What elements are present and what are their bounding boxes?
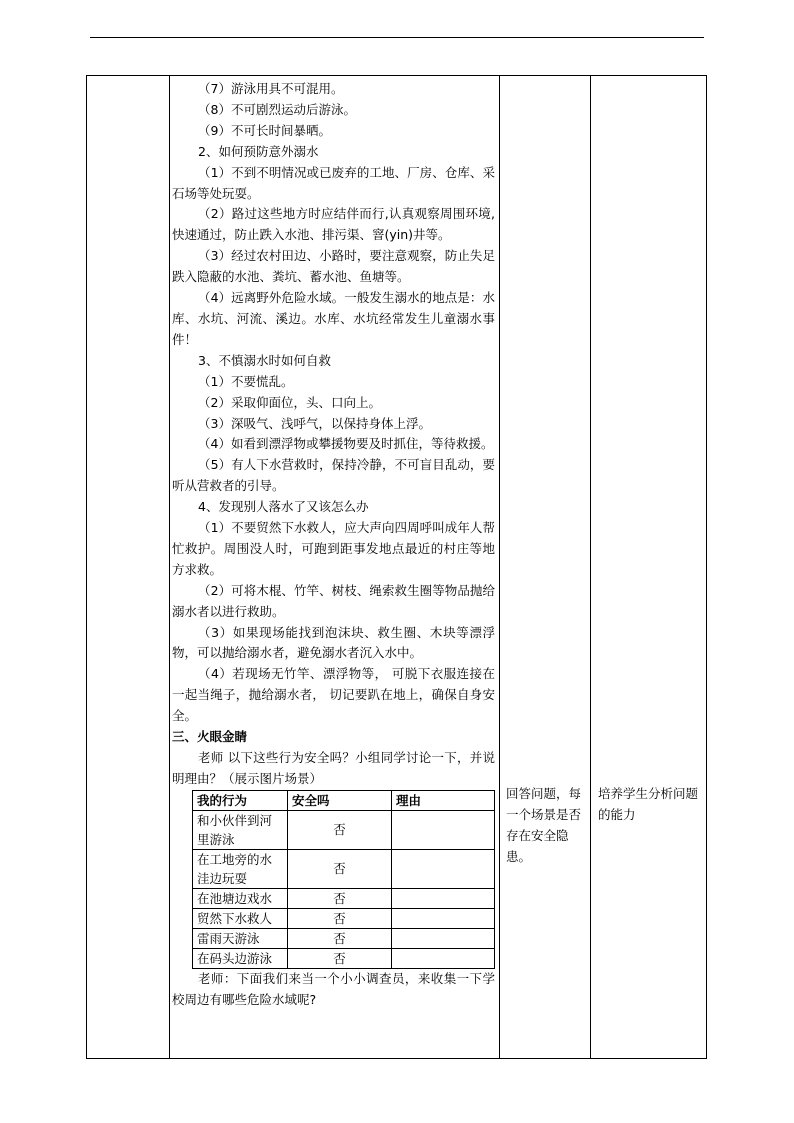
behavior-table-header <box>193 790 495 810</box>
behavior-table <box>192 790 495 969</box>
behavior-cell: 和小伙伴到河里游泳 <box>193 810 288 849</box>
safe-cell: 否 <box>288 849 392 888</box>
content-paragraph: （1）不要慌乱。 <box>198 373 294 389</box>
content-paragraph: （1）不要贸然下水救人，应大声向四周呼叫成年人帮忙救护。周围没人时，可跑到距事发地点最近的村庄等地方求救。 <box>172 520 495 577</box>
section-heading: 三、火眼金睛 <box>172 729 248 745</box>
behavior-cell: 在工地旁的水洼边玩耍 <box>193 849 288 888</box>
header-behavior: 我的行为 <box>193 790 288 810</box>
content-paragraph: （4）若现场无竹竿、漂浮物等， 可脱下衣服连接在一起当绳子，抛给溺水者， 切记要趴在地上，确保自身安全。 <box>172 666 495 724</box>
column-divider <box>169 76 170 1058</box>
safe-cell: 否 <box>288 810 392 849</box>
table-row <box>193 810 495 849</box>
content-paragraph: （9）不可长时间暴晒。 <box>198 122 331 138</box>
column-divider <box>499 76 500 1058</box>
safe-cell: 否 <box>288 888 392 908</box>
content-paragraph: （7）游泳用具不可混用。 <box>198 81 344 96</box>
reason-cell <box>392 849 495 888</box>
content-paragraph: （2）可将木棍、竹竿、树枝、绳索救生圈等物品抛给溺水者以进行救助。 <box>172 582 495 619</box>
content-paragraph: 3、不慎溺水时如何自救 <box>198 352 331 368</box>
behavior-cell: 贸然下水救人 <box>193 908 288 928</box>
content-paragraph: （4）如看到漂浮物或攀援物要及时抓住，等待救援。 <box>198 436 494 452</box>
content-paragraph: 老师 以下这些行为安全吗？小组同学讨论一下，并说明理由？（展示图片场景） <box>172 750 495 786</box>
design-intent: 培养学生分析问题的能力 <box>598 786 699 822</box>
table-row <box>193 908 495 928</box>
content-paragraph: （5）有人下水营救时，保持冷静，不可盲目乱动，要听从营救者的引导。 <box>172 457 495 494</box>
content-paragraph: （8）不可剧烈运动后游泳。 <box>198 101 356 117</box>
content-paragraph: （4）远离野外危险水域。一般发生溺水的地点是：水库、水坑、河流、溪边。水库、水坑经常发生儿童溺水事件！ <box>172 290 495 347</box>
content-paragraph: （2）采取仰面位，头、口向上。 <box>198 394 381 410</box>
table-row <box>193 928 495 948</box>
content-paragraphs <box>172 79 495 790</box>
reason-cell <box>392 810 495 849</box>
table-row <box>193 888 495 908</box>
safe-cell: 否 <box>288 928 392 948</box>
content-paragraph: （2）路过这些地方时应结伴而行,认真观察周围环境,快速通过，防止跌入水池、排污渠、窨(yin)井等。 <box>172 206 495 243</box>
content-paragraph: 2、如何预防意外溺水 <box>198 143 319 159</box>
content-paragraph: 4、发现别人落水了又该怎么办 <box>198 499 369 515</box>
reason-cell <box>392 908 495 928</box>
teaching-content <box>172 79 495 1011</box>
safe-cell: 否 <box>288 948 392 968</box>
reason-cell <box>392 928 495 948</box>
student-activity: 回答问题，每一个场景是否存在安全隐患。 <box>506 786 582 864</box>
content-paragraph: （1）不到不明情况或已废弃的工地、厂房、仓库、采石场等处玩耍。 <box>172 164 495 201</box>
content-paragraph: （3）如果现场能找到泡沫块、救生圈、木块等漂浮物，可以抛给溺水者，避免溺水者沉入水中。 <box>172 624 495 661</box>
header-reason: 理由 <box>392 790 495 810</box>
reason-cell <box>392 888 495 908</box>
closing-paragraph: 老师：下面我们来当一个小小调查员，来收集一下学校周边有哪些危险水域呢? <box>172 970 495 1007</box>
header-safe: 安全吗 <box>288 790 392 810</box>
behavior-cell: 在码头边游泳 <box>193 948 288 968</box>
header-rule <box>90 37 704 38</box>
content-paragraph: （3）深吸气、浅呼气，以保持身体上浮。 <box>198 415 431 431</box>
table-row <box>193 948 495 968</box>
column-divider <box>590 76 591 1058</box>
behavior-cell: 雷雨天游泳 <box>193 928 288 948</box>
reason-cell <box>392 948 495 968</box>
content-paragraph: （3）经过农村田边、小路时，要注意观察，防止失足跌入隐蔽的水池、粪坑、蓄水池、鱼塘等。 <box>172 248 495 285</box>
safe-cell: 否 <box>288 908 392 928</box>
table-row <box>193 849 495 888</box>
behavior-cell: 在池塘边戏水 <box>193 888 288 908</box>
